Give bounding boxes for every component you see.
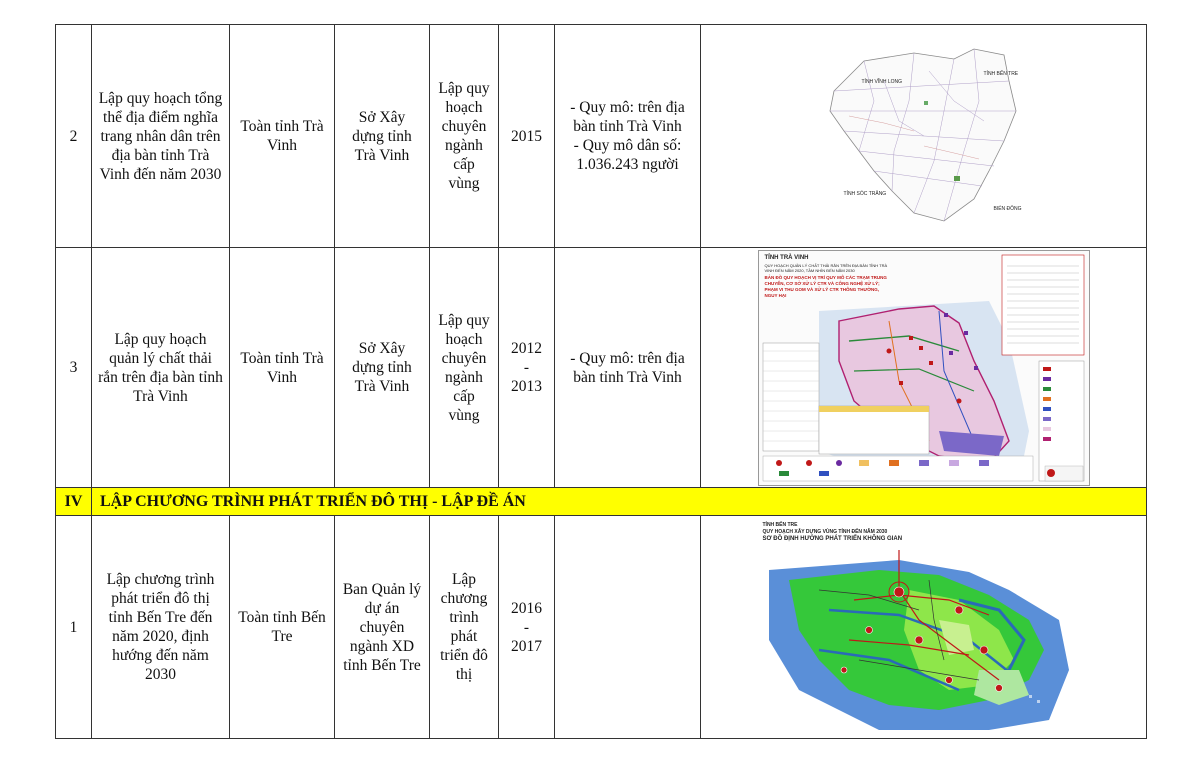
row-number: 2	[56, 25, 92, 248]
map-heading: BẢN ĐỒ QUY HOẠCH VỊ TRÍ QUY MÔ CÁC TRẠM TRUNG	[764, 274, 887, 280]
map-image-cell	[701, 248, 1147, 488]
project-scope: Toàn tỉnh Trà Vinh	[230, 25, 335, 248]
solid-waste-planning-map	[758, 250, 1090, 486]
map-image-cell	[701, 25, 1147, 248]
map-label: TỈNH SÓC TRĂNG	[843, 191, 887, 197]
project-type: Lập quy hoạch chuyên ngành cấp vùng	[430, 248, 499, 488]
year-line: -	[523, 618, 530, 636]
section-header-row	[56, 488, 1147, 516]
row-number: 3	[56, 248, 92, 488]
year-line: 2017	[511, 637, 542, 655]
project-agency: Sở Xây dựng tỉnh Trà Vinh	[335, 248, 430, 488]
project-year	[499, 516, 555, 739]
project-name: Lập quy hoạch quản lý chất thải rắn trên địa bàn tỉnh Trà Vinh	[92, 248, 230, 488]
map-label: BIỂN ĐÔNG	[993, 206, 1022, 212]
table-row	[56, 516, 1147, 739]
project-agency: Ban Quản lý dự án chuyên ngành XD tỉnh Bến Tre	[335, 516, 430, 739]
description-line: - Quy mô dân số: 1.036.243 người	[573, 137, 682, 173]
description-line: - Quy mô: trên địa bàn tỉnh Trà Vinh	[570, 349, 685, 386]
map-subtitle: QUY HOẠCH QUẢN LÝ CHẤT THẢI RẮN TRÊN ĐỊA BÀN TỈNH TRÀ	[764, 262, 888, 268]
table-row	[56, 25, 1147, 248]
map-image-cell	[701, 516, 1147, 739]
spatial-development-map	[759, 520, 1089, 734]
map-title: TỈNH TRÀ VINH	[764, 254, 809, 261]
map-label: TỈNH VĨNH LONG	[861, 79, 903, 85]
project-agency: Sở Xây dựng tỉnh Trà Vinh	[335, 25, 430, 248]
project-name: Lập quy hoạch tổng thể địa điểm nghĩa trang nhân dân trên địa bàn tỉnh Trà Vinh đến năm 2030	[92, 25, 230, 248]
row-number: 1	[56, 516, 92, 739]
section-code: IV	[56, 488, 92, 516]
map-heading: CHUYỂN, CƠ SỞ XỬ LÝ CTR VÀ CÔNG NGHỆ XỬ LÝ;	[764, 280, 880, 286]
project-description	[555, 516, 701, 739]
project-name: Lập chương trình phát triển đô thị tỉnh Bến Tre đến năm 2020, định hướng đến năm 2030	[92, 516, 230, 739]
year-line: -	[523, 359, 530, 376]
map-title: TỈNH BẾN TRE	[762, 522, 798, 528]
map-heading: NGUY HẠI	[764, 292, 787, 298]
planning-projects-table	[55, 24, 1147, 739]
project-description	[555, 25, 701, 248]
project-type: Lập chương trình phát triển đô thị	[430, 516, 499, 739]
project-description	[555, 248, 701, 488]
project-type: Lập quy hoạch chuyên ngành cấp vùng	[430, 25, 499, 248]
project-scope: Toàn tỉnh Bến Tre	[230, 516, 335, 739]
year-line: 2012	[511, 340, 542, 357]
cemetery-planning-map	[804, 41, 1044, 231]
map-label: TỈNH BẾN TRE	[983, 71, 1019, 77]
map-heading: SƠ ĐỒ ĐỊNH HƯỚNG PHÁT TRIỂN KHÔNG GIAN	[762, 536, 903, 542]
project-year: 2015	[499, 25, 555, 248]
table-row	[56, 248, 1147, 488]
year-line: 2013	[511, 378, 542, 395]
year-line: 2016	[511, 599, 542, 617]
map-subtitle: QUY HOẠCH XÂY DỰNG VÙNG TỈNH ĐẾN NĂM 2030	[762, 529, 888, 535]
map-heading: PHẠM VI THU GOM VÀ XỬ LÝ CTR THÔNG THƯỜNG,	[764, 286, 880, 292]
project-year	[499, 248, 555, 488]
project-scope: Toàn tỉnh Trà Vinh	[230, 248, 335, 488]
map-subtitle: VINH ĐẾN NĂM 2020, TẦM NHÌN ĐẾN NĂM 2030	[764, 267, 855, 273]
section-title: LẬP CHƯƠNG TRÌNH PHÁT TRIỂN ĐÔ THỊ - LẬP ĐỀ ÁN	[92, 488, 1147, 516]
description-line: - Quy mô: trên địa bàn tỉnh Trà Vinh	[570, 99, 685, 135]
